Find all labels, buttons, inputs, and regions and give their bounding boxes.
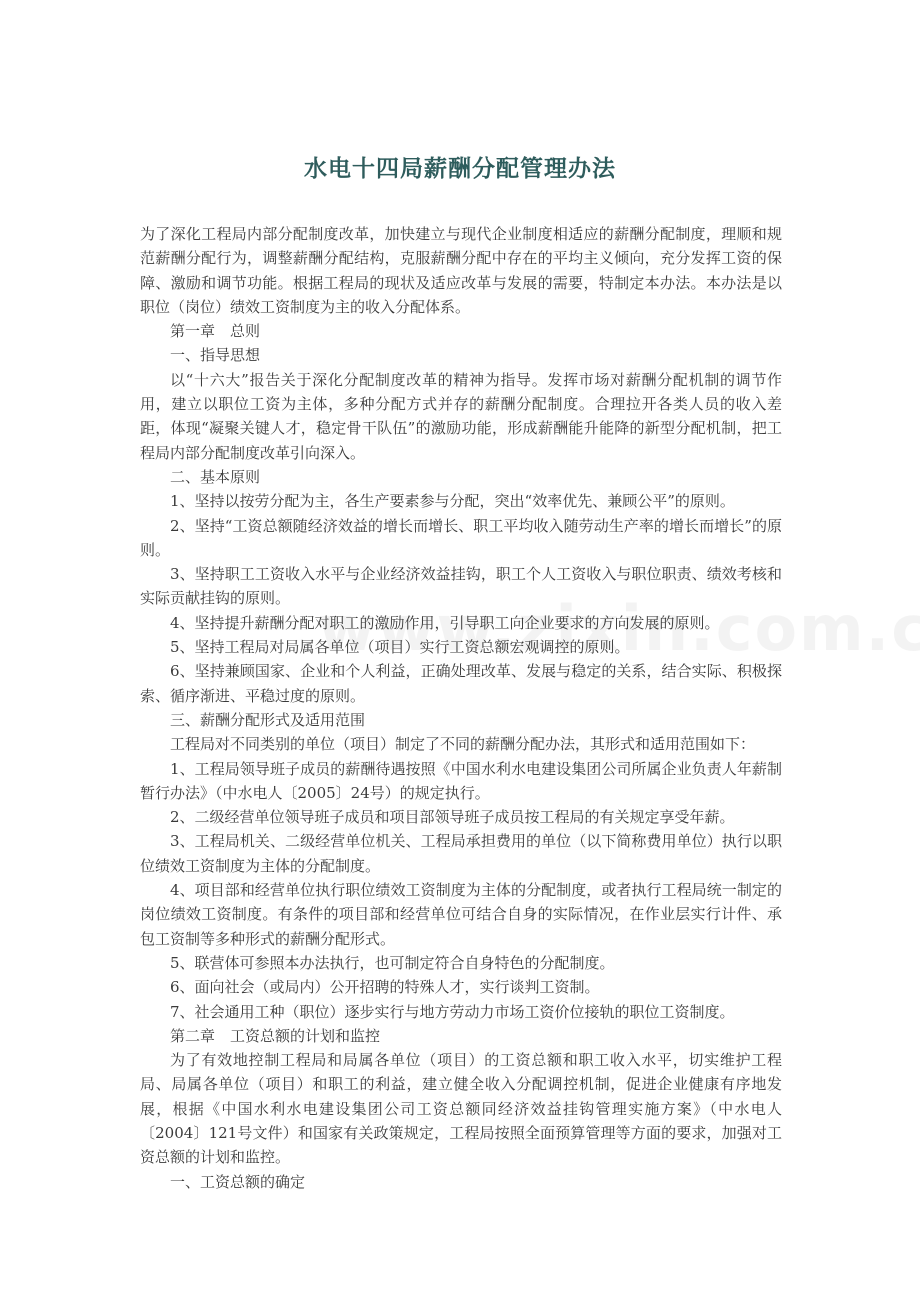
section-heading: 二、基本原则 xyxy=(170,467,261,486)
section-heading: 一、指导思想 xyxy=(170,346,261,365)
document-body xyxy=(140,222,782,1194)
list-item: 6、坚持兼顾国家、企业和个人利益，正确处理改革、发展与稳定的关系，结合实际、积极探索、循序渐进、平稳过度的原则。 xyxy=(140,662,782,705)
list-item: 5、联营体可参照本办法执行，也可制定符合自身特色的分配制度。 xyxy=(170,953,615,972)
list-item: 3、工程局机关、二级经营单位机关、工程局承担费用的单位（以下简称费用单位）执行以职位绩效工资制度为主体的分配制度。 xyxy=(140,832,782,875)
section-heading: 一、工资总额的确定 xyxy=(170,1172,306,1191)
paragraph: 以“十六大”报告关于深化分配制度改革的精神为指导。发挥市场对薪酬分配机制的调节作用，建立以职位工资为主体，多种分配方式并存的薪酬分配制度。合理拉开各类人员的收入差距，体现“凝聚关键人才，稳定骨干队伍”的激励功能，形成薪酬能升能降的新型分配机制，把工程局内部分配制度改革引向深入。 xyxy=(140,370,782,462)
list-item: 2、二级经营单位领导班子成员和项目部领导班子成员按工程局的有关规定享受年薪。 xyxy=(170,808,735,827)
chapter-heading: 第二章 工资总额的计划和监控 xyxy=(170,1026,381,1045)
list-item: 4、项目部和经营单位执行职位绩效工资制度为主体的分配制度，或者执行工程局统一制定的岗位绩效工资制度。有条件的项目部和经营单位可结合自身的实际情况，在作业层实行计件、承包工资制等多种形式的薪酬分配形式。 xyxy=(140,881,782,948)
section-heading: 三、薪酬分配形式及适用范围 xyxy=(170,710,366,729)
list-item: 5、坚持工程局对局属各单位（项目）实行工资总额宏观调控的原则。 xyxy=(170,638,630,657)
list-item: 7、社会通用工种（职位）逐步实行与地方劳动力市场工资价位接轨的职位工资制度。 xyxy=(170,1002,735,1021)
list-item: 1、工程局领导班子成员的薪酬待遇按照《中国水利水电建设集团公司所属企业负责人年薪制暂行办法》（中水电人〔2005〕24号）的规定执行。 xyxy=(140,759,782,802)
list-item: 2、坚持“工资总额随经济效益的增长而增长、职工平均收入随劳动生产率的增长而增长”的原则。 xyxy=(140,516,782,559)
document-title: 水电十四局薪酬分配管理办法 xyxy=(304,155,616,182)
paragraph: 工程局对不同类别的单位（项目）制定了不同的薪酬分配办法，其形式和适用范围如下： xyxy=(170,735,756,754)
list-item: 3、坚持职工工资收入水平与企业经济效益挂钩，职工个人工资收入与职位职责、绩效考核和实际贡献挂钩的原则。 xyxy=(140,565,782,608)
intro-paragraph: 为了深化工程局内部分配制度改革，加快建立与现代企业制度相适应的薪酬分配制度，理顺和规范薪酬分配行为，调整薪酬分配结构，克服薪酬分配中存在的平均主义倾向，充分发挥工资的保障、激励和调节功能。根据工程局的现状及适应改革与发展的需要，特制定本办法。本办法是以职位（岗位）绩效工资制度为主的收入分配体系。 xyxy=(140,225,782,316)
paragraph: 为了有效地控制工程局和局属各单位（项目）的工资总额和职工收入水平，切实维护工程局、局属各单位（项目）和职工的利益，建立健全收入分配调控机制，促进企业健康有序地发展，根据《中国水利水电建设集团公司工资总额同经济效益挂钩管理实施方案》（中水电人〔2004〕121号文件）和国家有关政策规定，工程局按照全面预算管理等方面的要求，加强对工资总额的计划和监控。 xyxy=(140,1051,782,1167)
list-item: 1、坚持以按劳分配为主，各生产要素参与分配，突出“效率优先、兼顾公平”的原则。 xyxy=(170,492,735,511)
list-item: 6、面向社会（或局内）公开招聘的特殊人才，实行谈判工资制。 xyxy=(170,978,600,997)
list-item: 4、坚持提升薪酬分配对职工的激励作用，引导职工向企业要求的方向发展的原则。 xyxy=(170,613,720,632)
chapter-heading: 第一章 总则 xyxy=(170,322,261,341)
